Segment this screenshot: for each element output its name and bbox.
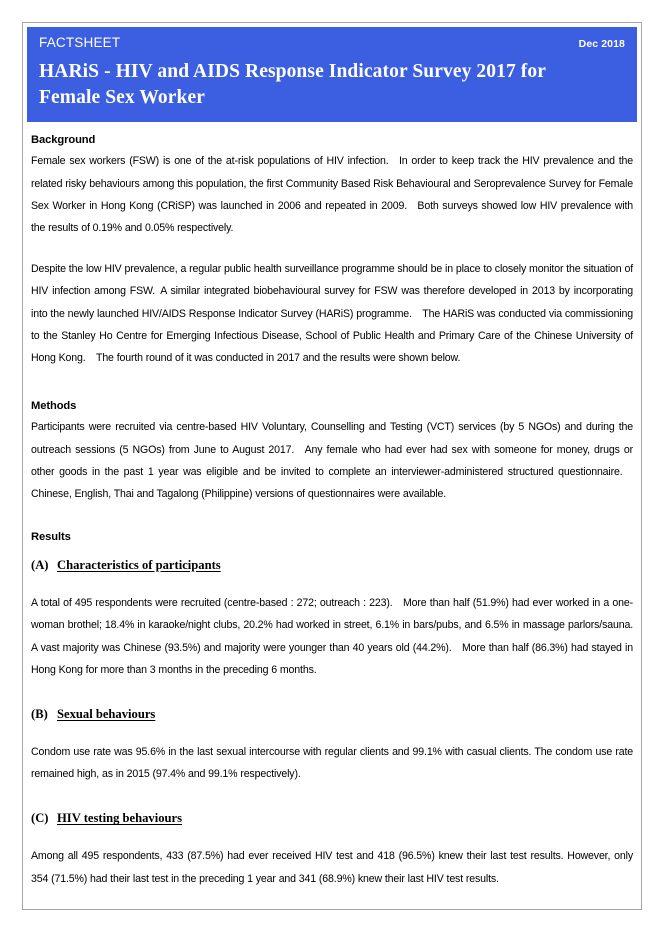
spacer: [31, 826, 633, 845]
subsection-tag-b: (B): [31, 706, 48, 721]
background-paragraph-2: Despite the low HIV prevalence, a regular public health surveillance programme should be in place to closely monitor the situation of HIV infection among FSW. A similar integrated biobehavioural survey for FSW was therefore developed in 2013 by incorporating into the newly launched HIV/AIDS Response Indicator Survey (HARiS) programme. The HARiS was conducted via commissioning to the Stanley Ho Centre for Emerging Infectious Disease, School of Public Health and Primary Care of the Chinese University of Hong Kong. The fourth round of it was conducted in 2017 and the results were shown below.: [31, 263, 633, 365]
factsheet-page: [22, 22, 642, 910]
spacer: [31, 785, 633, 811]
spacer: [31, 573, 633, 592]
results-paragraph-a: A total of 495 respondents were recruited (centre-based : 272; outreach : 223). More than half (51.9%) had ever worked in a one-woman brothel; 18.4% in karaoke/night clubs, 20.2% had worked in street, 6.1% in bars/pubs, and 6.5% in massage parlors/sauna. A vast majority was Chinese (93.5%) and majority were younger than 40 years old (44.2%). More than half (86.3%) had stayed in Hong Kong for more than 3 months in the preceding 6 months.: [31, 597, 633, 676]
subsection-tag-c: (C): [31, 811, 49, 826]
section-heading-background: Background: [31, 134, 96, 147]
spacer: [31, 681, 633, 707]
methods-paragraph-1: Participants were recruited via centre-based HIV Voluntary, Counselling and Testing (VCT) services (by 5 NGOs) and during the outreach sessions (5 NGOs) from June to August 2017. Any female who had ever had sex with someone for money, drugs or other goods in the past 1 year was eligible and be invited to complete an interviewer-administered structured questionnaire. Chinese, English, Thai and Tagalong (Philippine) versions of questionnaires were available.: [31, 421, 633, 500]
background-paragraph-1: Female sex workers (FSW) is one of the at-risk populations of HIV infection. In order to keep track the HIV prevalence and the related risky behaviours among this population, the first Community Based Risk Behavioural and Seroprevalence Survey for Female Sex Worker in Hong Kong (CRiSP) was launched in 2006 and repeated in 2009. Both surveys showed low HIV prevalence with the results of 0.19% and 0.05% respectively.: [31, 155, 633, 235]
document-banner: [27, 27, 637, 122]
spacer: [31, 505, 633, 531]
document-body: [23, 122, 641, 889]
results-paragraph-c: Among all 495 respondents, 433 (87.5%) had ever received HIV test and 418 (96.5%) knew their last test results. However, only 354 (71.5%) had their last test in the preceding 1 year and 341 (68.9%) knew their last HIV test results.: [31, 850, 633, 885]
page-title: HARiS - HIV and AIDS Response Indicator Survey 2017 for Female Sex Worker: [39, 61, 546, 108]
subsection-title-c: HIV testing behaviours: [57, 811, 183, 826]
results-paragraph-b: Condom use rate was 95.6% in the last sexual intercourse with regular clients and 99.1% with casual clients. The condom use rate remained high, as in 2015 (97.4% and 99.1% respectively).: [31, 745, 633, 781]
subsection-heading-c: [31, 811, 633, 826]
banner-top-row: [39, 35, 625, 50]
issue-date: Dec 2018: [578, 38, 625, 50]
spacer: [31, 547, 633, 558]
subsection-heading-b: [31, 707, 633, 722]
subsection-title-b: Sexual behaviours: [57, 706, 156, 721]
spacer: [31, 722, 633, 741]
subsection-tag-a: (A): [31, 558, 49, 573]
factsheet-label: FACTSHEET: [39, 35, 121, 50]
section-heading-methods: Methods: [31, 400, 77, 413]
subsection-heading-a: [31, 558, 633, 573]
subsection-title-a: Characteristics of participants: [57, 558, 221, 573]
section-heading-results: Results: [31, 531, 71, 544]
spacer: [31, 239, 633, 258]
spacer: [31, 369, 633, 400]
